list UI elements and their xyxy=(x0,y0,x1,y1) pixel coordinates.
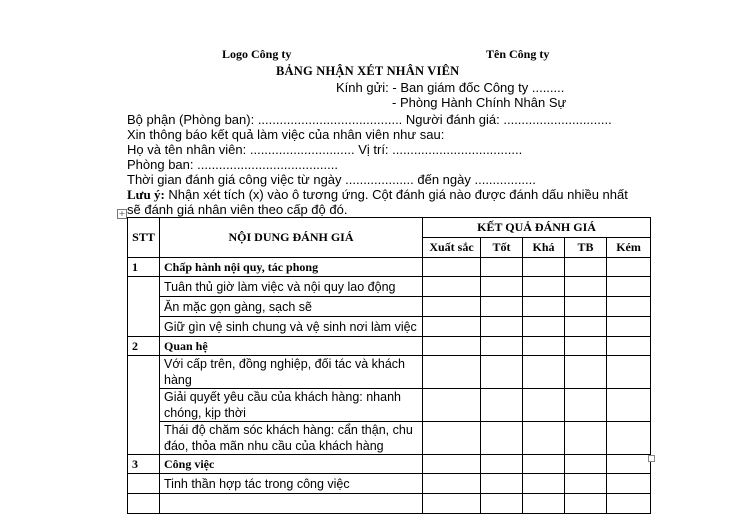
stt-blank xyxy=(128,474,160,494)
header-rating-average: TB xyxy=(565,238,607,258)
rating-cell[interactable] xyxy=(481,317,523,337)
header-result: KẾT QUẢ ĐÁNH GIÁ xyxy=(423,218,651,238)
rating-cell[interactable] xyxy=(423,389,481,422)
header-rating-poor: Kém xyxy=(607,238,651,258)
rating-cell[interactable] xyxy=(481,337,523,356)
header-rating-fair: Khá xyxy=(523,238,565,258)
note-line xyxy=(127,187,628,202)
table-move-handle-icon[interactable]: + xyxy=(118,209,126,218)
rating-cell[interactable] xyxy=(523,494,565,514)
rating-cell[interactable] xyxy=(481,422,523,455)
rating-cell[interactable] xyxy=(523,277,565,297)
period-line: Thời gian đánh giá công việc từ ngày ................... đến ngày ................. xyxy=(127,172,536,187)
rating-cell[interactable] xyxy=(565,422,607,455)
rating-cell[interactable] xyxy=(423,337,481,356)
intro-line: Xin thông báo kết quả làm việc của nhân viên như sau: xyxy=(127,127,445,142)
note-label: Lưu ý: xyxy=(127,187,165,202)
rating-cell[interactable] xyxy=(423,258,481,277)
rating-cell[interactable] xyxy=(565,494,607,514)
group-stt: 1 xyxy=(128,258,160,277)
rating-cell[interactable] xyxy=(423,277,481,297)
rating-cell[interactable] xyxy=(423,422,481,455)
department-line: Phòng ban: ....................................... xyxy=(127,157,338,172)
rating-cell[interactable] xyxy=(565,356,607,389)
criterion: Giải quyết yêu cầu của khách hàng: nhanh chóng, kịp thời xyxy=(160,389,423,422)
document-title: BẢNG NHẬN XÉT NHÂN VIÊN xyxy=(276,64,460,78)
recipient-line-2: - Phòng Hành Chính Nhân Sự xyxy=(392,95,567,110)
rating-cell[interactable] xyxy=(481,494,523,514)
rating-cell[interactable] xyxy=(523,422,565,455)
rating-cell[interactable] xyxy=(607,389,651,422)
rating-cell[interactable] xyxy=(481,277,523,297)
rating-cell[interactable] xyxy=(423,297,481,317)
criterion: Ăn mặc gọn gàng, sạch sẽ xyxy=(160,297,423,317)
rating-cell[interactable] xyxy=(481,389,523,422)
group-stt: 2 xyxy=(128,337,160,356)
rating-cell[interactable] xyxy=(607,337,651,356)
rating-cell[interactable] xyxy=(607,317,651,337)
rating-cell[interactable] xyxy=(423,356,481,389)
rating-cell[interactable] xyxy=(523,258,565,277)
criterion-blank xyxy=(160,494,423,514)
rating-cell[interactable] xyxy=(565,455,607,474)
department-evaluator-line: Bộ phận (Phòng ban): ........................................ Người đánh giá: .............................. xyxy=(127,112,612,127)
group-title: Quan hệ xyxy=(160,337,423,356)
group-title: Chấp hành nội quy, tác phong xyxy=(160,258,423,277)
header-content: NỘI DUNG ĐÁNH GIÁ xyxy=(160,218,423,258)
rating-cell[interactable] xyxy=(423,474,481,494)
header-rating-good: Tốt xyxy=(481,238,523,258)
rating-cell[interactable] xyxy=(523,389,565,422)
group-title: Công việc xyxy=(160,455,423,474)
rating-cell[interactable] xyxy=(565,277,607,297)
header-rating-excellent: Xuất sắc xyxy=(423,238,481,258)
company-name: Tên Công ty xyxy=(486,47,550,61)
criterion: Tinh thần hợp tác trong công việc xyxy=(160,474,423,494)
rating-cell[interactable] xyxy=(607,356,651,389)
criterion: Thái độ chăm sóc khách hàng: cẩn thận, chu đáo, thỏa mãn nhu cầu của khách hàng xyxy=(160,422,423,455)
criterion: Với cấp trên, đồng nghiệp, đối tác và khách hàng xyxy=(160,356,423,389)
rating-cell[interactable] xyxy=(607,494,651,514)
evaluation-table xyxy=(127,217,651,514)
rating-cell[interactable] xyxy=(523,297,565,317)
rating-cell[interactable] xyxy=(565,258,607,277)
rating-cell[interactable] xyxy=(481,455,523,474)
rating-cell[interactable] xyxy=(523,317,565,337)
rating-cell[interactable] xyxy=(523,356,565,389)
stt-blank xyxy=(128,277,160,337)
rating-cell[interactable] xyxy=(481,297,523,317)
stt-blank xyxy=(128,356,160,455)
stt-blank xyxy=(128,494,160,514)
rating-cell[interactable] xyxy=(607,455,651,474)
rating-cell[interactable] xyxy=(423,494,481,514)
rating-cell[interactable] xyxy=(565,337,607,356)
employee-position-line: Họ và tên nhân viên: ............................. Vị trí: .................................... xyxy=(127,142,523,157)
resize-handle-icon[interactable] xyxy=(648,455,655,462)
rating-cell[interactable] xyxy=(423,317,481,337)
rating-cell[interactable] xyxy=(565,297,607,317)
rating-cell[interactable] xyxy=(565,317,607,337)
rating-cell[interactable] xyxy=(565,389,607,422)
rating-cell[interactable] xyxy=(607,297,651,317)
rating-cell[interactable] xyxy=(523,474,565,494)
criterion: Tuân thủ giờ làm việc và nội quy lao động xyxy=(160,277,423,297)
rating-cell[interactable] xyxy=(607,474,651,494)
group-stt: 3 xyxy=(128,455,160,474)
rating-cell[interactable] xyxy=(523,455,565,474)
note-text: Nhận xét tích (x) vào ô tương ứng. Cột đánh giá nào được đánh dấu nhiều nhất xyxy=(164,187,628,202)
rating-cell[interactable] xyxy=(481,474,523,494)
rating-cell[interactable] xyxy=(481,356,523,389)
rating-cell[interactable] xyxy=(565,474,607,494)
rating-cell[interactable] xyxy=(607,277,651,297)
rating-cell[interactable] xyxy=(481,258,523,277)
note-line-2: sẽ đánh giá nhân viên theo cấp độ đó. xyxy=(127,202,348,217)
criterion: Giữ gìn vệ sinh chung và vệ sinh nơi làm việc xyxy=(160,317,423,337)
recipient-line-1: Kính gửi: - Ban giám đốc Công ty ......... xyxy=(336,80,565,95)
rating-cell[interactable] xyxy=(423,455,481,474)
rating-cell[interactable] xyxy=(523,337,565,356)
header-stt: STT xyxy=(128,218,160,258)
rating-cell[interactable] xyxy=(607,258,651,277)
logo-placeholder: Logo Công ty xyxy=(222,47,292,61)
rating-cell[interactable] xyxy=(607,422,651,455)
